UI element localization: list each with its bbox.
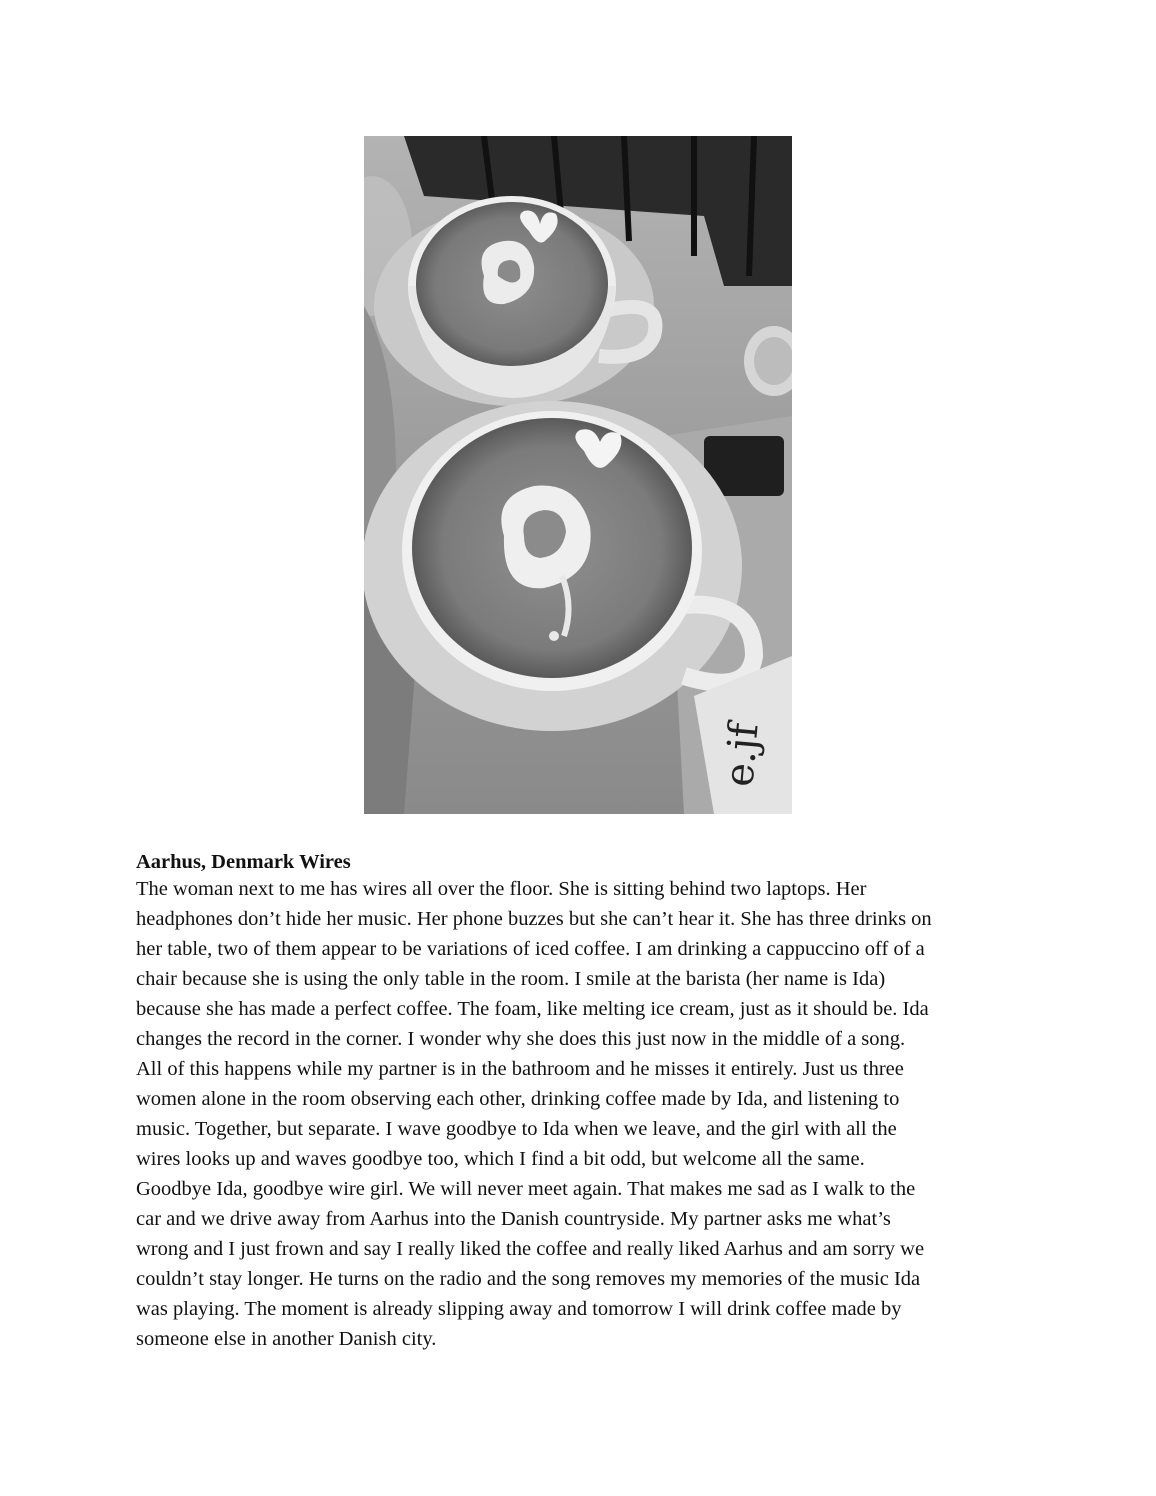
essay-line: The woman next to me has wires all over the floor. She is sitting behind two laptops. Her	[136, 878, 867, 900]
essay-title: Aarhus, Denmark Wires	[136, 851, 351, 873]
essay-line: was playing. The moment is already slipping away and tomorrow I will drink coffee made by	[136, 1298, 902, 1320]
essay-line: car and we drive away from Aarhus into the Danish countryside. My partner asks me what’s	[136, 1208, 891, 1230]
essay-line: Goodbye Ida, goodbye wire girl. We will never meet again. That makes me sad as I walk to the	[136, 1178, 916, 1200]
sachet-label: e.jf	[716, 721, 768, 789]
essay-body	[136, 874, 1036, 1354]
essay-line: chair because she is using the only table in the room. I smile at the barista (her name is Ida)	[136, 968, 886, 990]
essay-line: because she has made a perfect coffee. The foam, like melting ice cream, just as it should be. Ida	[136, 998, 929, 1020]
essay-line: her table, two of them appear to be variations of iced coffee. I am drinking a cappuccino off of a	[136, 938, 925, 960]
essay-line: wrong and I just frown and say I really liked the coffee and really liked Aarhus and am sorry we	[136, 1238, 925, 1260]
essay-line: headphones don’t hide her music. Her phone buzzes but she can’t hear it. She has three drinks on	[136, 908, 932, 930]
essay-line: someone else in another Danish city.	[136, 1328, 437, 1350]
essay-line: women alone in the room observing each other, drinking coffee made by Ida, and listening to	[136, 1088, 900, 1110]
essay-line: music. Together, but separate. I wave goodbye to Ida when we leave, and the girl with all the	[136, 1118, 897, 1140]
essay	[136, 850, 1036, 1354]
essay-line: All of this happens while my partner is in the bathroom and he misses it entirely. Just us three	[136, 1058, 904, 1080]
essay-line: changes the record in the corner. I wonder why she does this just now in the middle of a song.	[136, 1028, 906, 1050]
coffee-photo-illustration	[364, 136, 792, 814]
coffee-photo	[364, 136, 792, 814]
essay-line: wires looks up and waves goodbye too, which I find a bit odd, but welcome all the same.	[136, 1148, 865, 1170]
essay-line: couldn’t stay longer. He turns on the radio and the song removes my memories of the music Ida	[136, 1268, 921, 1290]
